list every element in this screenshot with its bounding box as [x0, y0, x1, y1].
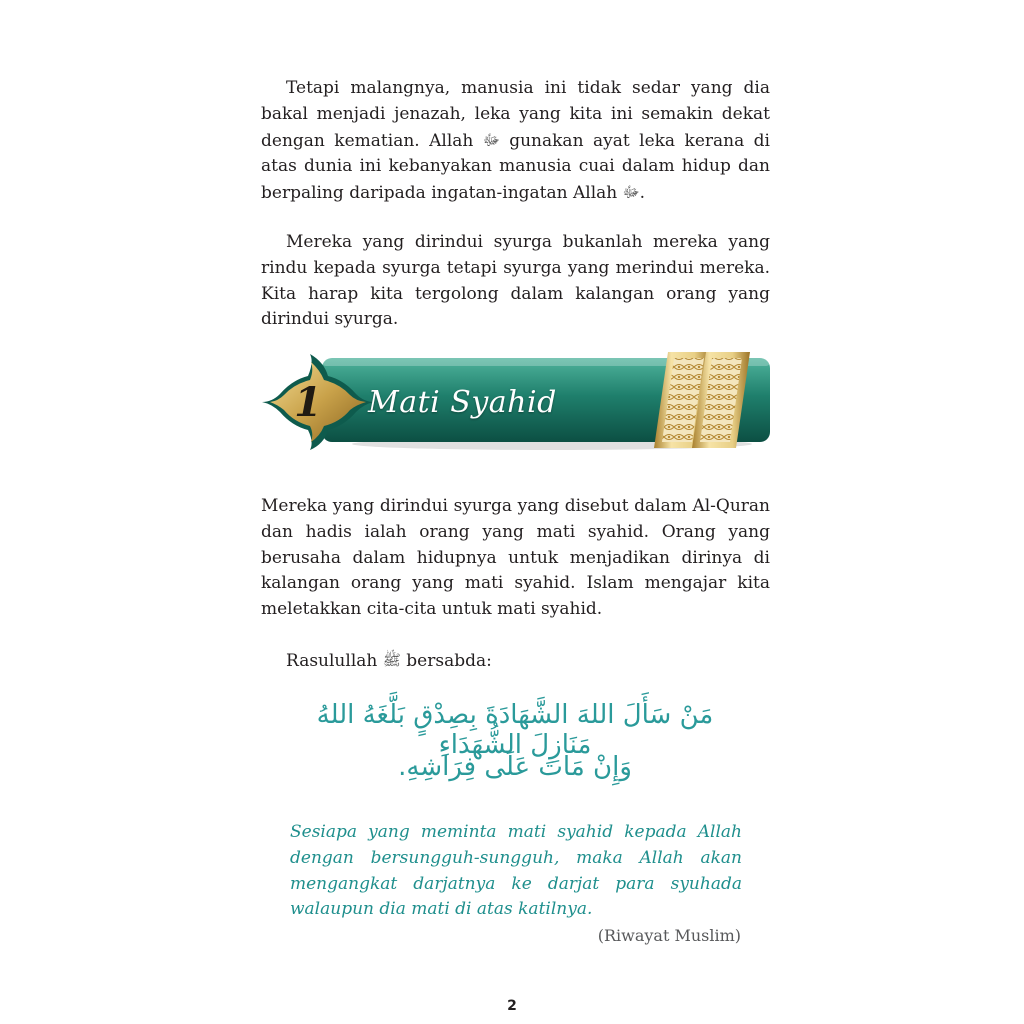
paragraph-2-text: Mereka yang dirindui syurga bukanlah mereka yang rindu kepada syurga tetapi syurga yang merindui mereka. Kita harap kita tergolong dalam kalangan orang yang dirindui syurga. — [261, 232, 770, 330]
hadith-intro-text-b: bersabda: — [406, 651, 492, 671]
page-number: 2 — [507, 998, 517, 1014]
paragraph-3 — [261, 494, 770, 623]
hadith-source: (Riwayat Muslim) — [597, 926, 741, 945]
section-title: Mati Syahid — [368, 385, 557, 420]
hadith-intro-text-a: Rasulullah — [286, 651, 378, 671]
paragraph-1-text-b: gunakan ayat leka kerana di atas dunia ini kebanyakan manusia cuai dalam hidup dan berpaling daripada ingatan-ingatan Allah — [261, 130, 770, 204]
paragraph-1-text-a: Tetapi malangnya, manusia ini tidak sedar yang dia bakal menjadi jenazah, leka yang kita ini semakin dekat dengan kematian. Allah — [261, 78, 770, 151]
honorific-mark: ﷻ — [482, 130, 500, 149]
paragraph-1 — [261, 76, 770, 207]
paragraph-2 — [261, 230, 770, 333]
honorific-mark: ﷻ — [622, 183, 640, 202]
arabic-hadith-line-1: مَنْ سَأَلَ اللهَ الشَّهَادَةَ بِصِدْقٍ بَلَّغَهُ اللهُ مَنَازِلَ الشُّهَدَاءِ — [316, 700, 714, 760]
hadith-translation: Sesiapa yang meminta mati syahid kepada Allah dengan bersungguh-sungguh, maka Allah akan mengangkat darjatnya ke darjat para syuhada walaupun dia mati di atas katilnya. — [290, 822, 742, 920]
paragraph-3-text: Mereka yang dirindui syurga yang disebut dalam Al-Quran dan hadis ialah orang yang mati syahid. Orang yang berusaha dalam hidupnya untuk menjadikan dirinya di kalangan orang yang mati syahid. Islam mengajar kita meletakkan cita-cita untuk mati syahid. — [261, 496, 770, 620]
honorific-mark: ﷺ — [382, 651, 401, 669]
section-number: 1 — [294, 379, 322, 426]
arabic-hadith-line-2: وَإِنْ مَاتَ عَلَى فِرَاشِهِ. — [398, 752, 632, 782]
paragraph-1-text-c: . — [639, 183, 645, 204]
hadith-intro — [261, 648, 770, 675]
